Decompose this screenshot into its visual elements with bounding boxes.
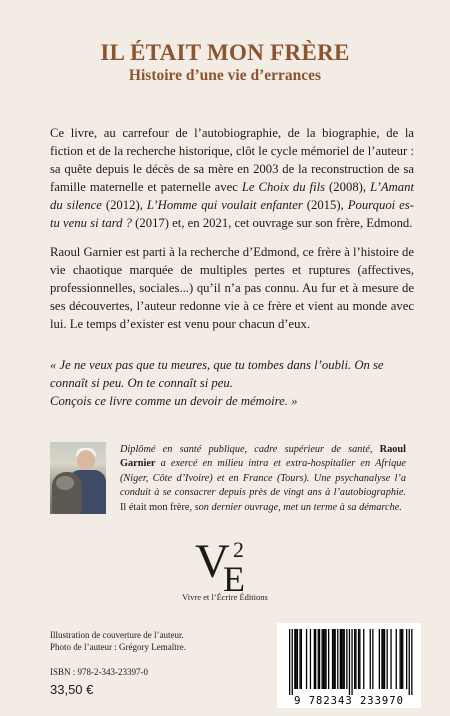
barcode-bar [346,629,347,689]
barcode [277,623,421,708]
barcode-bar [396,629,397,689]
bio-text-c: , son dernier ouvrage, met un terme à sa démarche. [189,501,402,513]
photo-credit: Photo de l’auteur : Grégory Lemaître. [50,641,186,652]
barcode-bar [387,629,388,689]
p1-text-d: (2015), [302,198,348,212]
barcode-bar [372,629,373,689]
barcode-bar [409,629,410,695]
book-ref-choix-du-fils: Le Choix du fils [241,180,326,194]
author-name: Raoul Garnier [120,444,406,470]
barcode-bar [354,629,355,689]
logo-number-2: 2 [233,537,244,562]
bio-text-b: a exercé en milieu intra et extra-hospitalier en Afrique (Niger, Côte d’Ivoire) et en France (Tours). Une psychanalyse l’a conduit à se consacrer depuis près de vingt ans à l’autobiographie. [120,458,406,499]
cover-credit: Illustration de couverture de l’auteur. [50,630,184,640]
barcode-bar [381,629,382,689]
barcode-bar [344,629,345,689]
barcode-bar [322,629,323,689]
book-subtitle: Histoire d’une vie d’errances [128,67,322,84]
barcode-bar [319,629,320,689]
barcode-bar [401,629,402,689]
isbn: ISBN : 978-2-343-23397-0 [50,667,148,677]
barcode-bar [318,629,319,689]
barcode-bar [301,629,302,689]
barcode-bar [324,629,325,689]
barcode-bar [355,629,356,689]
summary-paragraph-2: Raoul Garnier est parti à la recherche d’Edmond, ce frère à l’histoire de vie chaotique marquée de multiples pertes et ruptures (affectives, professionnelles, sociales...) qu’il n’a pas connu. Au fur et à mesure de ses découvertes, l’auteur redonne vie à ce frère et vient au monde avec lui. Le temps d’exister est venu pour chacun d’eux. [50,245,414,331]
barcode-bar [299,629,300,689]
barcode-bar [310,629,311,689]
barcode-bar [370,629,371,689]
barcode-bar [333,629,334,689]
price: 33,50 € [50,682,94,697]
barcode-bar [406,629,407,689]
barcode-bar [384,629,385,689]
p1-text-c: (2012), [101,198,147,212]
barcode-bar [325,629,326,689]
barcode-bar [328,629,329,689]
photo-head [77,450,95,470]
credits [50,630,186,653]
barcode-bar [383,629,384,689]
barcode-bar [402,629,403,689]
barcode-bars [277,623,421,695]
photo-dog-face [56,476,74,490]
barcode-bar [294,629,295,689]
barcode-bar [296,629,297,689]
p1-text-b: (2008), [325,180,371,194]
barcode-bar [379,629,380,689]
logo-letter-v: V [195,535,230,588]
barcode-bar [340,629,341,689]
barcode-bar [341,629,342,689]
barcode-bar [411,629,412,695]
author-quote [50,356,414,410]
barcode-bar [400,629,401,689]
barcode-bar [359,629,360,689]
barcode-bar [351,629,352,695]
author-photo [50,442,106,514]
publisher-name: Vivre et l’Écrire Éditions [182,592,268,602]
barcode-bar [358,629,359,689]
barcode-bar [314,629,315,689]
book-ref-amant-du-silence: L’Amant du silence [50,180,414,212]
barcode-bar [342,629,343,689]
barcode-bar [363,629,364,689]
quote-line-1: « Je ne veux pas que tu meures, que tu tombes dans l’oubli. On se connaît si peu. On te connaît si peu. [50,358,384,390]
p1-text-e: (2017) et, en 2021, cet ouvrage sur son frère, Edmond. [132,216,413,230]
bio-book-title: Il était mon frère [120,501,190,513]
barcode-bar [297,629,298,689]
barcode-bar [292,629,293,695]
barcode-number: 9 782343 233970 [294,695,404,707]
book-title: IL ÉTAIT MON FRÈRE [100,40,350,65]
author-bio [120,443,406,515]
summary-paragraph-1 [50,124,414,232]
barcode-bar [315,629,316,689]
quote-line-2: Conçois ce livre comme un devoir de mémoire. » [50,394,298,408]
barcode-bar [332,629,333,689]
barcode-bar [335,629,336,689]
book-ref-homme-qui-voulait-enfanter: L’Homme qui voulait enfanter [146,198,303,212]
barcode-bar [306,629,307,689]
barcode-bar [289,629,290,695]
barcode-bar [337,629,338,689]
barcode-bar [390,629,391,689]
book-ref-pourquoi-es-tu-venu: Pourquoi es-tu venu si tard ? [50,198,414,230]
logo-letter-e: E [223,559,245,595]
barcode-bar [323,629,324,689]
barcode-bar [349,629,350,695]
publisher-logo [175,531,275,595]
bio-text-a: Diplômé en santé publique, cadre supérieur de santé, [120,444,380,455]
p1-text-a: Ce livre, au carrefour de l’autobiographie, de la biographie, de la fiction et de la recherche historique, clôt le cycle mémoriel de l’auteur : sa quête depuis le décès de sa mère en 2003 de la reconstruction de sa famille maternelle et paternelle avec [50,126,414,194]
